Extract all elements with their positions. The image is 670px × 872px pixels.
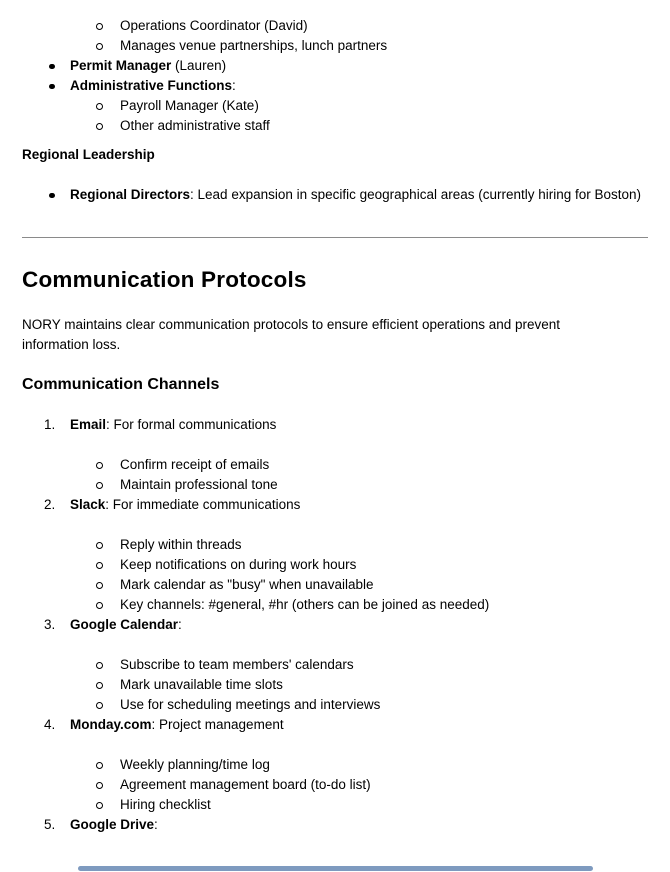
list-item-text: Use for scheduling meetings and interviews <box>120 697 381 712</box>
channel-name: Slack <box>70 497 106 512</box>
hollow-bullet-icon <box>96 582 103 589</box>
hollow-bullet-icon <box>96 762 103 769</box>
list-item-text: Mark calendar as "busy" when unavailable <box>120 577 374 592</box>
channel-item-slack <box>0 495 670 615</box>
list-item <box>0 775 670 795</box>
list-item-text: Hiring checklist <box>120 797 211 812</box>
list-item-text: Other administrative staff <box>120 118 270 133</box>
list-item-text: (Lauren) <box>171 58 227 73</box>
list-item-text: Maintain professional tone <box>120 477 278 492</box>
list-item <box>0 655 670 675</box>
hollow-bullet-icon <box>96 103 103 110</box>
list-item <box>0 755 670 775</box>
channel-desc: : Project management <box>151 717 284 732</box>
channel-item-monday <box>0 715 670 815</box>
hollow-bullet-icon <box>96 802 103 809</box>
list-item-text: Mark unavailable time slots <box>120 677 283 692</box>
intro-paragraph: NORY maintains clear communication protocols to ensure efficient operations and prevent information loss. <box>22 317 561 352</box>
numbered-item <box>0 715 670 735</box>
list-item <box>0 76 670 96</box>
hollow-bullet-icon <box>96 482 103 489</box>
list-item <box>0 675 670 695</box>
bullet-icon <box>49 64 55 70</box>
list-item <box>0 185 670 205</box>
communication-channels-heading: Communication Channels <box>22 376 220 393</box>
list-item-text: : <box>232 78 236 93</box>
channel-sub-list <box>0 455 670 495</box>
list-item-text: Reply within threads <box>120 537 242 552</box>
list-item-text: Key channels: #general, #hr (others can be joined as needed) <box>120 597 490 612</box>
list-item-text: : Lead expansion in specific geographical areas (currently hiring for Boston) <box>190 187 642 202</box>
channel-item-google-drive <box>0 815 670 835</box>
list-item-text: Confirm receipt of emails <box>120 457 270 472</box>
list-item-term: Regional Directors <box>70 187 191 202</box>
channel-name: Google Calendar <box>70 617 179 632</box>
channel-name: Email <box>70 417 107 432</box>
item-number: 5. <box>44 817 56 832</box>
list-item <box>0 695 670 715</box>
list-item-text: Weekly planning/time log <box>120 757 270 772</box>
channel-sub-list <box>0 655 670 715</box>
list-item <box>0 795 670 815</box>
list-item-text: Agreement management board (to-do list) <box>120 777 371 792</box>
hollow-bullet-icon <box>96 542 103 549</box>
hollow-bullet-icon <box>96 682 103 689</box>
hollow-bullet-icon <box>96 562 103 569</box>
bullet-icon <box>49 84 55 90</box>
numbered-item <box>0 615 670 635</box>
org-structure-list <box>0 16 670 136</box>
list-item-text: Manages venue partnerships, lunch partners <box>120 38 388 53</box>
hollow-bullet-icon <box>96 462 103 469</box>
list-item <box>0 96 670 116</box>
channel-item-google-calendar <box>0 615 670 715</box>
channel-desc: : For formal communications <box>106 417 277 432</box>
numbered-item <box>0 495 670 515</box>
hollow-bullet-icon <box>96 602 103 609</box>
numbered-item <box>0 815 670 835</box>
hollow-bullet-icon <box>96 123 103 130</box>
list-item <box>0 575 670 595</box>
list-item <box>0 455 670 475</box>
list-item-term: Administrative Functions <box>70 78 233 93</box>
channel-sub-list <box>0 755 670 815</box>
channels-numbered-list <box>0 415 670 835</box>
list-item-text: Subscribe to team members' calendars <box>120 657 354 672</box>
numbered-item <box>0 415 670 435</box>
channel-desc: : For immediate communications <box>105 497 301 512</box>
hollow-bullet-icon <box>96 702 103 709</box>
channel-desc: : <box>154 817 158 832</box>
channel-desc: : <box>178 617 182 632</box>
channel-item-email <box>0 415 670 495</box>
item-number: 3. <box>44 617 56 632</box>
list-item-text: Payroll Manager (Kate) <box>120 98 259 113</box>
list-item-text: Keep notifications on during work hours <box>120 557 357 572</box>
list-item <box>0 555 670 575</box>
channel-name: Google Drive <box>70 817 155 832</box>
regional-leadership-heading: Regional Leadership <box>22 147 155 162</box>
list-item <box>0 16 670 36</box>
list-item <box>0 535 670 555</box>
bullet-icon <box>49 193 55 199</box>
list-item-text: Operations Coordinator (David) <box>120 18 308 33</box>
list-item <box>0 56 670 76</box>
communication-protocols-title: Communication Protocols <box>22 267 307 292</box>
item-number: 4. <box>44 717 56 732</box>
list-item <box>0 36 670 56</box>
channel-name: Monday.com <box>70 717 152 732</box>
horizontal-scrollbar-thumb[interactable] <box>78 866 593 871</box>
section-divider <box>22 237 648 238</box>
list-item <box>0 595 670 615</box>
list-item <box>0 475 670 495</box>
hollow-bullet-icon <box>96 782 103 789</box>
list-item-term: Permit Manager <box>70 58 172 73</box>
list-item <box>0 116 670 136</box>
channel-sub-list <box>0 535 670 615</box>
hollow-bullet-icon <box>96 43 103 50</box>
item-number: 2. <box>44 497 56 512</box>
hollow-bullet-icon <box>96 23 103 30</box>
hollow-bullet-icon <box>96 662 103 669</box>
item-number: 1. <box>44 417 56 432</box>
